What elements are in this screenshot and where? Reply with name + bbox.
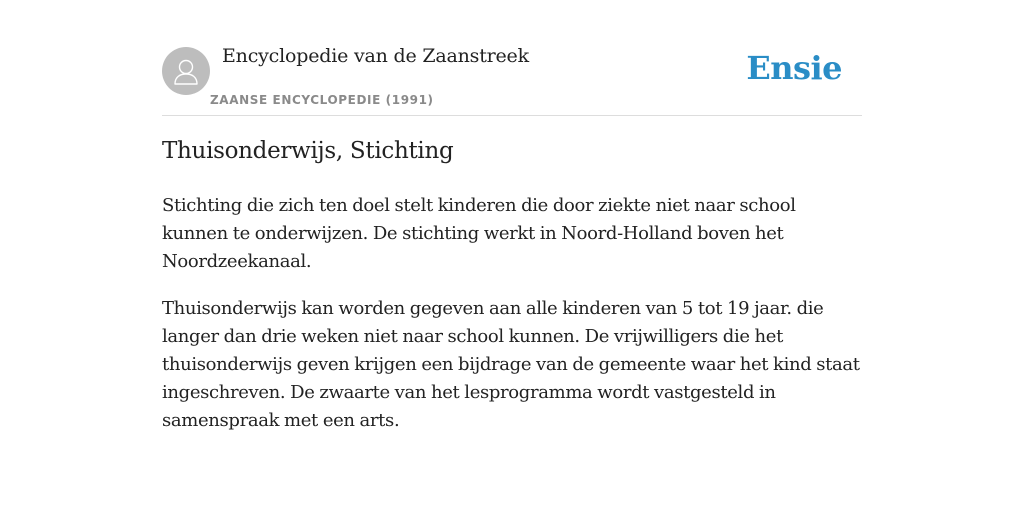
source-subtitle: ZAANSE ENCYCLOPEDIE (1991)	[210, 93, 434, 107]
entry-paragraph: Stichting die zich ten doel stelt kinderen die door ziekte niet naar school kunnen te onderwijzen. De stichting werkt in Noord-Holland boven het Noordzeekanaal.	[162, 195, 796, 272]
source-title[interactable]: Encyclopedie van de Zaanstreek	[222, 45, 529, 67]
user-icon	[162, 47, 210, 95]
source-header	[162, 0, 862, 116]
entry-body	[162, 192, 862, 454]
entry-card	[162, 0, 862, 431]
entry-paragraph: Thuisonderwijs kan worden gegeven aan alle kinderen van 5 tot 19 jaar. die langer dan drie weken niet naar school kunnen. De vrijwilligers die het thuisonderwijs geven krijgen een bijdrage van de gemeente waar het kind staat ingeschreven. De zwaarte van het lesprogramma wordt vastgesteld in samenspraak met een arts.	[162, 298, 860, 431]
ensie-logo[interactable]: Ensie	[746, 49, 842, 87]
entry-title: Thuisonderwijs, Stichting	[162, 138, 454, 164]
source-avatar[interactable]	[162, 47, 210, 95]
